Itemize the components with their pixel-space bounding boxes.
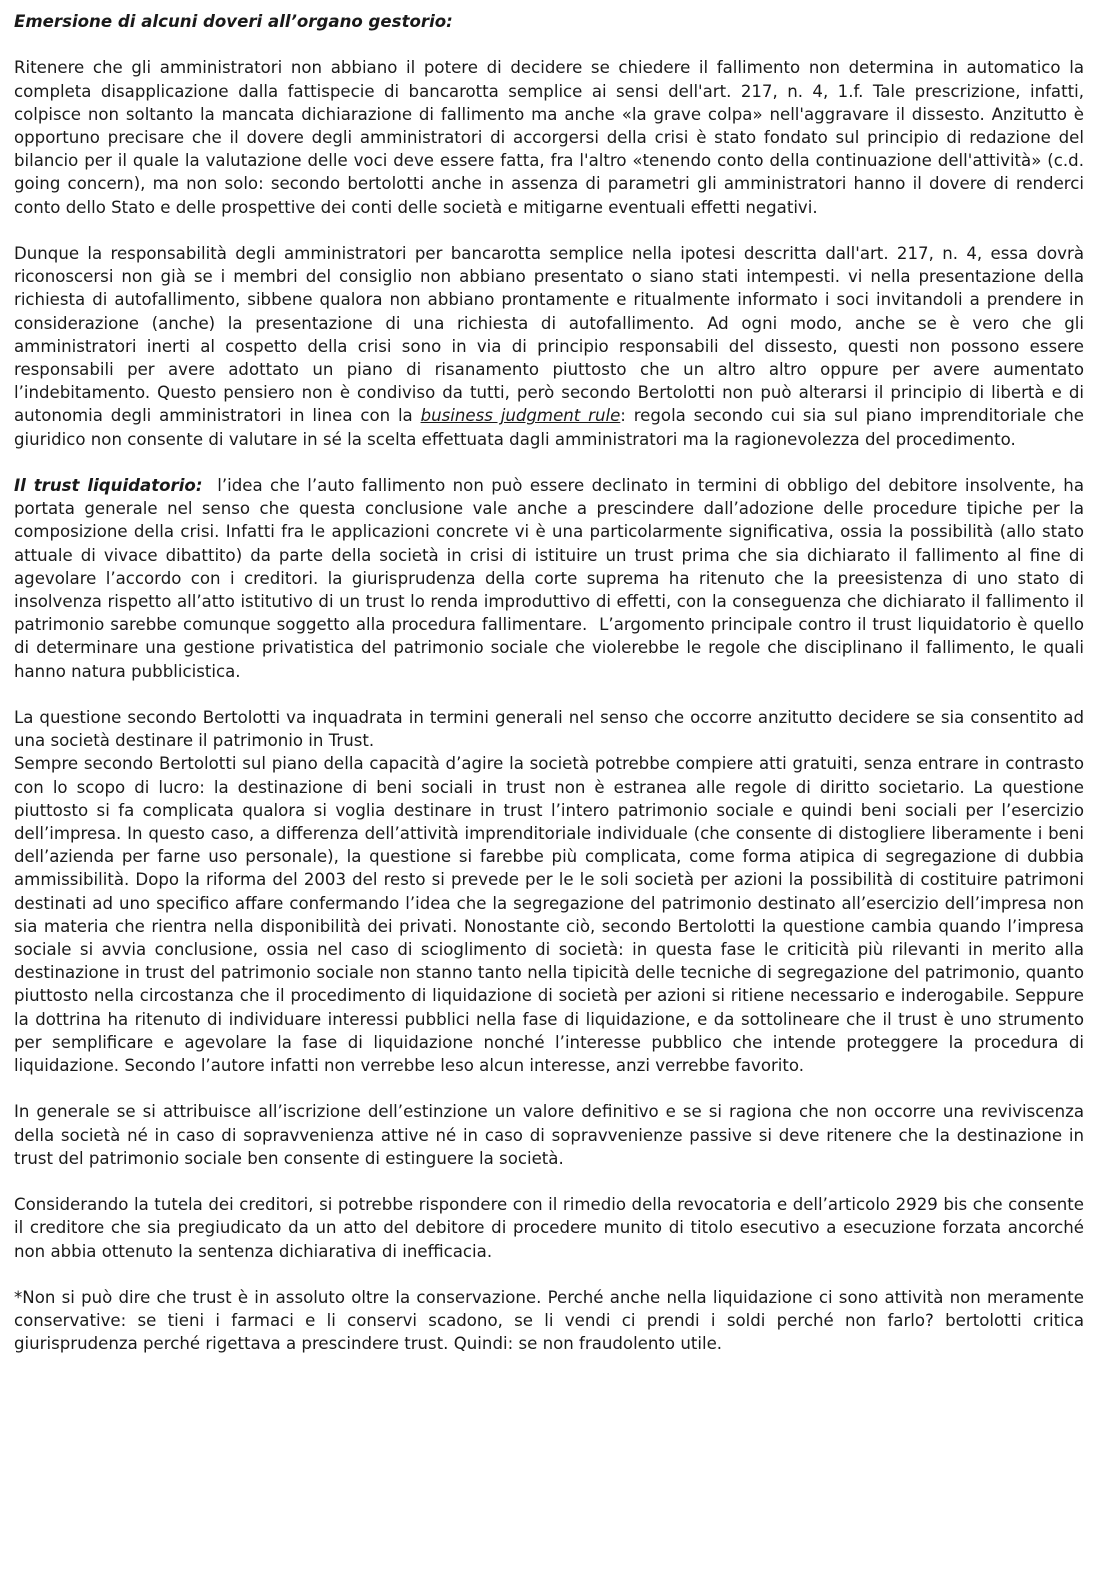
document-page	[14, 10, 1090, 1356]
paragraph-duties: Ritenere che gli amministratori non abbiano il potere di decidere se chiedere il fallimento non determina in automatico la completa disapplicazione dalla fattispecie di bancarotta semplice ai sensi dell'art. 217, n. 4, 1.f. Tale prescrizione, infatti, colpisce non soltanto la mancata dichiarazione di fallimento ma anche «la grave colpa» nell'aggravare il dissesto. Anzitutto è opportuno precisare che il dovere degli amministratori di accorgersi della crisi è stato fondato sul principio di redazione del bilancio per il quale la valutazione delle voci deve essere fatta, fra l'altro «tenendo conto della continuazione dell'attività» (c.d. going concern), ma non solo: secondo bertolotti anche in assenza di parametri gli amministratori hanno il dovere di renderci conto dello Stato e delle prospettive dei conti delle società e mitigarne eventuali effetti negativi.	[14, 58, 1084, 217]
paragraph-note: *Non si può dire che trust è in assoluto oltre la conservazione. Perché anche nella liquidazione ci sono attività non meramente conservative: se tieni i farmaci e li conservi scadono, se li vendi ci prendi i soldi perché non farlo? bertolotti critica giurisprudenza perché rigettava a prescindere trust. Quindi: se non fraudolento utile.	[14, 1288, 1084, 1354]
section-heading: Emersione di alcuni doveri all’organo gestorio:	[14, 12, 453, 31]
paragraph-trust-liquidatorio	[14, 474, 1090, 683]
paragraph-capacity: Sempre secondo Bertolotti sul piano della capacità d’agire la società potrebbe compiere atti gratuiti, senza entrare in contrasto con lo scopo di lucro: la destinazione di beni sociali in trust non è estranea alle regole di diritto societario. La questione piuttosto si fa complicata qualora si voglia destinare in trust l’intero patrimonio sociale e quindi beni sociali per l’esercizio dell’impresa. In questo caso, a differenza dell’attività imprenditoriale individuale (che consente di distogliere liberamente i beni dell’azienda per farne uso personale), la questione si farebbe più complicata, come forma atipica di segregazione di dubbia ammissibilità. Dopo la riforma del 2003 del resto si prevede per le le soli società per azioni la possibilità di costituire patrimoni destinati ad uno specifico affare confermando l’idea che la segregazione del patrimonio destinato all’esercizio dell’impresa non sia materia che rientra nella disponibilità dei privati. Nonostante ciò, secondo Bertolotti la questione cambia quando l’impresa sociale si avvia conclusione, ossia nel caso di scioglimento di società: in questa fase le criticità più rilevanti in merito alla destinazione in trust del patrimonio sociale non stanno tanto nella tipicità delle tecniche di segregazione del patrimonio, quanto piuttosto nella circostanza che il procedimento di liquidazione di società per azioni si ritiene necessario e inderogabile. Seppure la dottrina ha ritenuto di individuare interessi pubblici nella fase di liquidazione, e da sottolineare che il trust è uno strumento per semplificare e agevolare la fase di liquidazione nonché l’interesse pubblico che intende proteggere la procedura di liquidazione. Secondo l’autore infatti non verrebbe leso alcun interesse, anzi verrebbe favorito.	[14, 754, 1084, 1076]
trust-liquidatorio-lead: Il trust liquidatorio:	[14, 476, 203, 496]
trust-liquidatorio-body: l’idea che l’auto fallimento non può essere declinato in termini di obbligo del debitore insolvente, ha portata generale nel senso che questa conclusione vale anche a prescindere dall’adozione delle procedure tipiche per la composizione della crisi. Infatti fra le applicazioni concrete vi è una particolarmente significativa, ossia la possibilità (allo stato attuale di vivace dibattito) da parte della società in crisi di istituire un trust prima che sia dichiarato il fallimento al fine di agevolare l’accordo con i creditori. la giurisprudenza della corte suprema ha ritenuto che la preesistenza di uno stato di insolvenza rispetto all’atto istitutivo di un trust lo renda improduttivo di effetti, con la conseguenza che dichiarato il fallimento il patrimonio sarebbe comunque soggetto alla procedura fallimentare. L’argomento principale contro il trust liquidatorio è quello di determinare una gestione privatistica del patrimonio sociale che violerebbe le regole che disciplinano il fallimento, le quali hanno natura pubblicistica.	[14, 476, 1090, 681]
paragraph-creditors: Considerando la tutela dei creditori, si potrebbe rispondere con il rimedio della revocatoria e dell’articolo 2929 bis che consente il creditore che sia pregiudicato da un atto del debitore di procedere munito di titolo esecutivo a esecuzione forzata ancorché non abbia ottenuto la sentenza dichiarativa di inefficacia.	[14, 1195, 1084, 1261]
paragraph-question: La questione secondo Bertolotti va inquadrata in termini generali nel senso che occorre anzitutto decidere se sia consentito ad una società destinare il patrimonio in Trust.	[14, 708, 1084, 751]
business-judgment-rule-emphasis: business judgment rule	[420, 406, 621, 426]
paragraph-responsibility-text: Dunque la responsabilità degli amministratori per bancarotta semplice nella ipotesi descritta dall'art. 217, n. 4, essa dovrà riconoscersi non già se i membri del consiglio non abbiano presentato o siano stati intempesti. vi nella presentazione della richiesta di autofallimento, sibbene qualora non abbiano prontamente e ritualmente informato i soci invitandoli a prendere in considerazione (anche) la presentazione di una richiesta di autofallimento. Ad ogni modo, anche se è vero che gli amministratori inerti al cospetto della crisi sono in via di principio responsabili del dissesto, questi non possono essere responsabili per avere adottato un piano di risanamento piuttosto che un altro altro oppure per avere aumentato l’indebitamento. Questo pensiero non è condiviso da tutti, però secondo Bertolotti non può alterarsi il principio di libertà e di autonomia degli amministratori in linea con la	[14, 244, 1084, 426]
paragraph-responsibility	[14, 242, 1084, 451]
paragraph-responsibility-text-end: : regola secondo cui sia sul piano imprenditoriale che giuridico non consente di valutare in sé la scelta effettuata dagli amministratori ma la ragionevolezza del procedimento.	[14, 406, 1084, 449]
paragraph-extinction: In generale se si attribuisce all’iscrizione dell’estinzione un valore definitivo e se si ragiona che non occorre una reviviscenza della società né in caso di sopravvenienza attive né in caso di sopravvenienze passive si deve ritenere che la destinazione in trust del patrimonio sociale ben consente di estinguere la società.	[14, 1102, 1084, 1168]
